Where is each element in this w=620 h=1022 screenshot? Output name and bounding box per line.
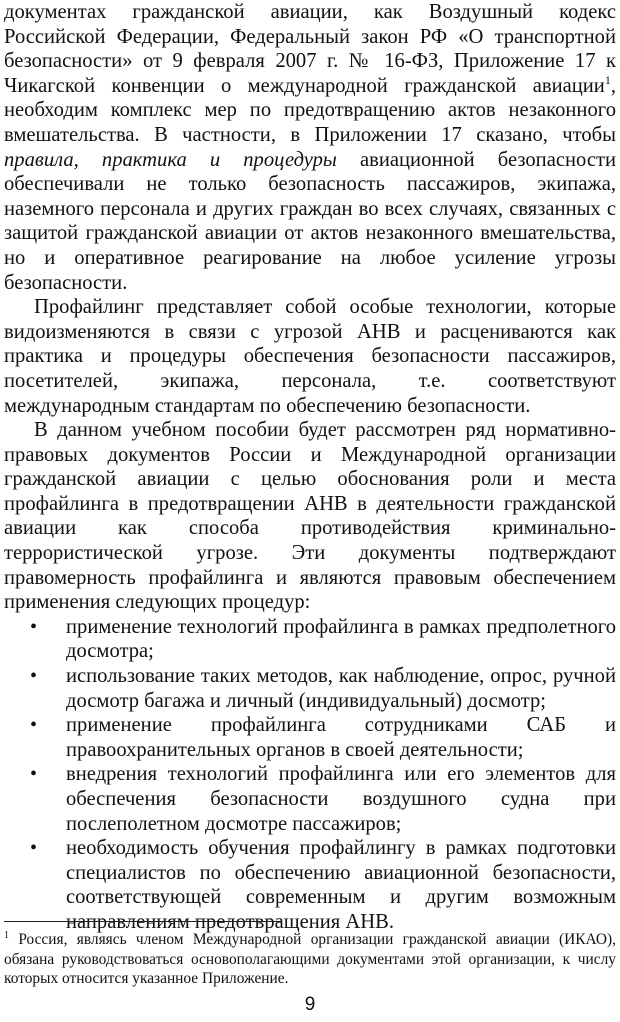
list-item: [4, 615, 616, 664]
footnote: [4, 930, 616, 989]
bullet-icon: •: [30, 837, 38, 860]
footnote-marker: 1: [4, 930, 9, 941]
paragraph-1-text-b: , необходим комплекс мер по предотвращению актов незаконного вмешательства. В частности, в Приложении 17 сказано, чтобы: [4, 74, 616, 146]
list-item-text: внедрения технологий профайлинга или его элементов для обеспечения безопасности воздушного судна при послеполетном досмотре пассажиров;: [66, 763, 616, 835]
paragraph-2: Профайлинг представляет собой особые технологии, которые видоизменяются в связи с угрозой АНВ и расцениваются как практика и процедуры обеспечения безопасности пассажиров, посетителей, экипажа, персонала, т.е. соответствуют международным стандартам по обеспечению безопасности.: [4, 296, 616, 417]
footnote-text: Россия, являясь членом Международной организации гражданской авиации (ИКАО), обязана руководствоваться основополагающими документами этой организации, к числу которых относится указанное Приложение.: [4, 931, 616, 987]
list-item: [4, 664, 616, 713]
list-item: [4, 713, 616, 762]
list-item-text: использование таких методов, как наблюдение, опрос, ручной досмотр багажа и личный (индивидуальный) досмотр;: [66, 665, 616, 712]
list-item-text: применение технологий профайлинга в рамках предполетного досмотра;: [66, 615, 616, 663]
footnote-divider: [4, 921, 282, 922]
page-number: 9: [304, 994, 316, 1015]
list-item: [4, 762, 616, 836]
bullet-icon: •: [30, 763, 38, 786]
paragraph-1-text-a: документах гражданской авиации, как Воздушный кодекс Российской Федерации, Федеральный закон РФ «О транспортной безопасности» от 9 февраля 2007 г. № 16-ФЗ, Приложение 17 к Чикагской конвенции о международной гражданской авиации: [4, 1, 616, 97]
procedure-list: [4, 615, 616, 935]
footnote-reference: 1: [604, 72, 611, 87]
list-item-text: применение профайлинга сотрудниками САБ и правоохранительных органов в своей деятельности;: [66, 714, 616, 761]
paragraph-1: [4, 0, 616, 295]
paragraph-1-italic: правила, практика и процедуры: [4, 148, 337, 171]
bullet-icon: •: [30, 665, 38, 688]
page-body: [4, 0, 616, 935]
list-item: [4, 836, 616, 934]
bullet-icon: •: [30, 615, 38, 638]
paragraph-1-text-c: авиационной безопасности обеспечивали не только безопасность пассажиров, экипажа, наземного персонала и других граждан во всех случаях, связанных с защитой гражданской авиации от актов незаконного вмешательства, но и оперативное реагирование на любое усиление угрозы безопасности.: [4, 148, 616, 294]
bullet-icon: •: [30, 714, 38, 737]
list-item-text: необходимость обучения профайлингу в рамках подготовки специалистов по обеспечению авиационной безопасности, соответствующей современным и другим возможным направлениям предотвращения АНВ.: [66, 837, 616, 933]
paragraph-3: В данном учебном пособии будет рассмотрен ряд нормативно-правовых документов России и Международной организации гражданской авиации с целью обоснования роли и места профайлинга в предотвращении АНВ в деятельности гражданской авиации как способа противодействия криминально-террористической угрозе. Эти документы подтверждают правомерность профайлинга и являются правовым обеспечением применения следующих процедур:: [4, 419, 616, 614]
